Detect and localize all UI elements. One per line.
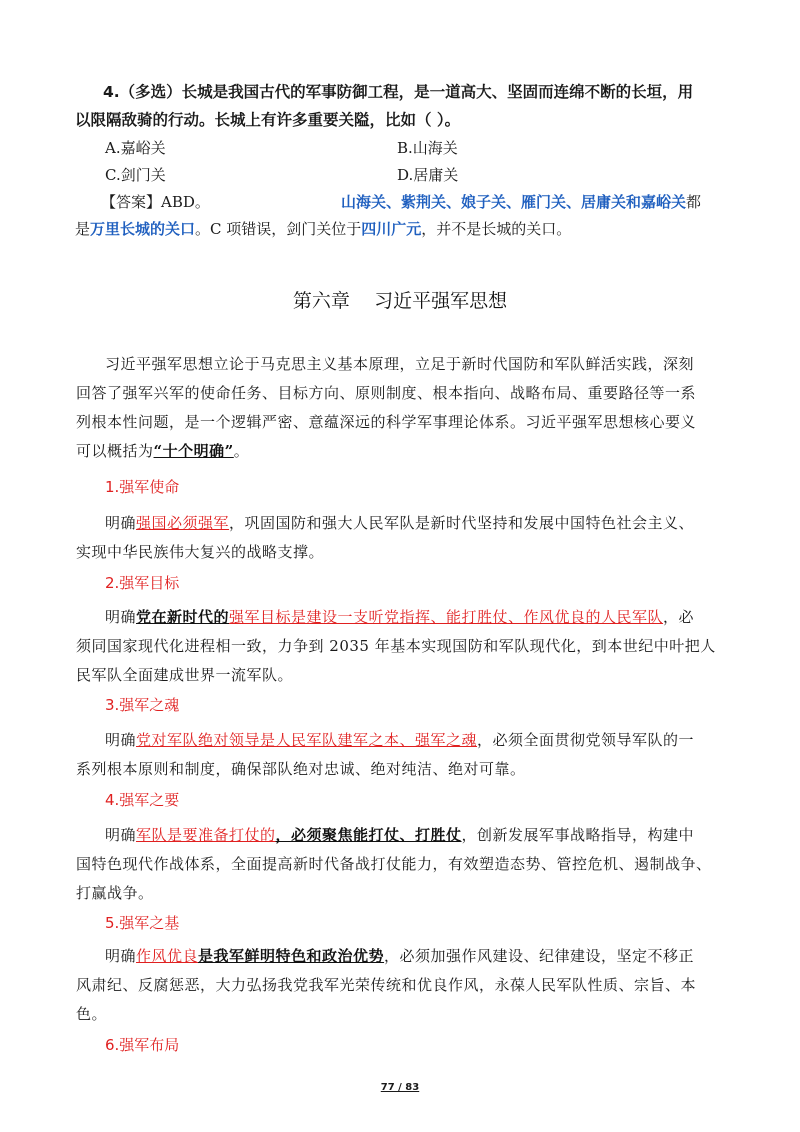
section-3-line-1: [105, 729, 694, 750]
answer-explanation-line-2: [75, 218, 571, 239]
section-5-line-3: 色。: [76, 1005, 108, 1023]
chapter-title: 第六章 习近平强军思想: [292, 290, 508, 312]
intro-text: 可以概括为: [76, 442, 154, 460]
section-title-6: 6.强军布局: [105, 1036, 180, 1054]
section-5-key-phrase: 作风优良: [136, 947, 199, 965]
answer-text: ，并不是长城的关口。: [421, 220, 572, 238]
section-title-3: 3.强军之魂: [105, 696, 180, 714]
section-3-line-2: 系列根本原则和制度，确保部队绝对忠诚、绝对纯洁、绝对可靠。: [76, 760, 526, 778]
intro-text: 。: [233, 442, 250, 460]
answer-text: 都: [686, 193, 702, 211]
section-text: ，必须全面贯彻党领导军队的一: [477, 731, 695, 749]
section-text: ，必须加强作风建设、纪律建设，坚定不移正: [384, 947, 695, 965]
answer-label: 【答案】ABD。: [101, 193, 210, 211]
section-2-key-phrase: 强军目标是建设一支听党指挥、能打胜仗、作风优良的人民军队: [229, 608, 664, 626]
section-5-black-phrase: 是我军鲜明特色和政治优势: [198, 947, 385, 965]
section-text: ，巩固国防和强大人民军队是新时代坚持和发展中国特色社会主义、: [229, 514, 695, 532]
section-2-line-2: 须同国家现代化进程相一致，力争到 2035 年基本实现国防和军队现代化，到本世纪中叶把人: [76, 637, 716, 655]
option-c: C.剑门关: [105, 166, 166, 184]
section-text: 明确: [105, 514, 137, 532]
section-text: 明确: [105, 947, 137, 965]
section-text: ，创新发展军事战略指导，构建中: [461, 826, 695, 844]
question-line-2: 以限隔敌骑的行动。长城上有许多重要关隘，比如（ ）。: [75, 111, 461, 129]
answer-text: 是: [75, 220, 91, 238]
intro-line-3: 列根本性问题，是一个逻辑严密、意蕴深远的科学军事理论体系。习近平强军思想核心要义: [76, 413, 697, 431]
option-b: B.山海关: [397, 139, 458, 157]
section-3-key-phrase: 党对军队绝对领导是人民军队建军之本、强军之魂: [136, 731, 478, 749]
answer-highlight-passes: 山海关、紫荆关、娘子关、雁门关、居庸关和嘉峪关: [341, 193, 687, 211]
section-5-line-1: [105, 945, 694, 966]
section-title-1: 1.强军使命: [105, 478, 180, 496]
intro-line-4: [76, 440, 249, 461]
section-4-line-2: 国特色现代作战体系，全面提高新时代备战打仗能力，有效塑造态势、管控危机、遏制战争、: [76, 855, 712, 873]
section-1-line-1: [105, 512, 694, 533]
section-text: 明确: [105, 826, 137, 844]
option-a: A.嘉峪关: [105, 139, 166, 157]
page-number: 77 / 83: [380, 1082, 420, 1093]
section-2-line-1: [105, 606, 694, 627]
intro-line-2: 回答了强军兴军的使命任务、目标方向、原则制度、根本指向、战略布局、重要路径等一系: [76, 384, 697, 402]
section-4-black-phrase: ，必须聚焦能打仗、打胜仗: [275, 826, 462, 844]
intro-line-1: 习近平强军思想立论于马克思主义基本原理，立足于新时代国防和军队鲜活实践，深刻: [105, 355, 695, 373]
answer-highlight-location: 四川广元: [361, 220, 422, 238]
section-4-line-3: 打赢战争。: [76, 884, 154, 902]
section-1-line-2: 实现中华民族伟大复兴的战略支撑。: [76, 543, 325, 561]
section-4-line-1: [105, 824, 694, 845]
answer-explanation-line-1: [341, 191, 701, 212]
question-line-1: 4.（多选）长城是我国古代的军事防御工程，是一道高大、坚固而连绵不断的长垣，用: [103, 83, 694, 101]
section-2-line-3: 民军队全面建成世界一流军队。: [76, 666, 294, 684]
answer-highlight-great-wall: 万里长城的关口: [90, 220, 196, 238]
section-text: 明确: [105, 608, 137, 626]
section-text: 明确: [105, 731, 137, 749]
section-4-key-phrase: 军队是要准备打仗的: [136, 826, 276, 844]
section-title-4: 4.强军之要: [105, 791, 180, 809]
section-1-key-phrase: 强国必须强军: [136, 514, 230, 532]
section-5-line-2: 风肃纪、反腐惩恶，大力弘扬我党我军光荣传统和优良作风，永葆人民军队性质、宗旨、本: [76, 976, 697, 994]
section-text: ，必: [663, 608, 695, 626]
section-title-5: 5.强军之基: [105, 914, 180, 932]
answer-text: 。C 项错误，剑门关位于: [195, 220, 362, 238]
option-d: D.居庸关: [397, 166, 459, 184]
section-2-black-phrase: 党在新时代的: [136, 608, 230, 626]
ten-clarifications: “十个明确”: [153, 442, 234, 460]
section-title-2: 2.强军目标: [105, 574, 180, 592]
